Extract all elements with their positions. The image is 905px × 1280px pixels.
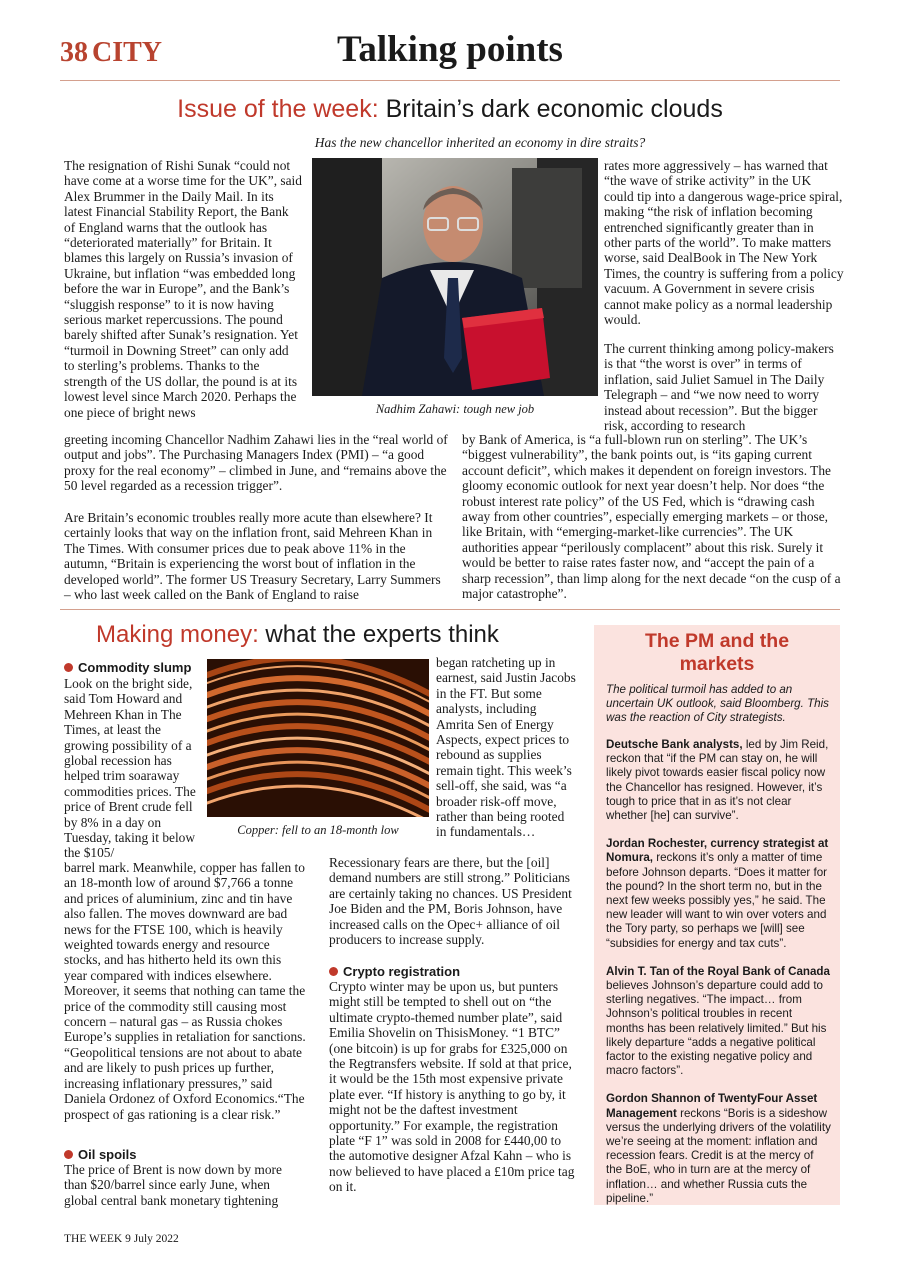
zahawi-photo-caption: Nadhim Zahawi: tough new job [375, 402, 535, 416]
bullet-dot [64, 1150, 73, 1159]
footer-publication: THE WEEK [64, 1233, 123, 1245]
zahawi-photo-illustration [312, 158, 598, 396]
money-headline [96, 620, 499, 650]
copper-photo-caption: Copper: fell to an 18-month low [237, 823, 399, 837]
pm-box-item: Deutsche Bank analysts, led by Jim Reid, reckon that “if the PM can stay on, he will likely pivot towards easier fiscal policy now the Chancellor has resigned. However, it’s tough to price that in as it’s not clear whether [he] can survive”. [606, 738, 829, 823]
oil-text: The price of Brent is now down by more than $20/barrel since early June, when global central bank monetary tightening [64, 1162, 282, 1208]
page-section-label [60, 36, 162, 70]
commodity-text-b: barrel mark. Meanwhile, copper has fallen to an 18-month low of around $7,766 a tonne and prices of aluminium, zinc and tin have also fallen. The moves downward are bad news for the FTSE 100, which is heavily weighted towards energy and resource stocks, and has hitherto held its own this year compared with indices elsewhere. Moreover, it seems that nothing can tame the price of the commodity still causing most concern – natural gas – as Russia chokes Europe’s supplies in retaliation for sanctions. “Geopolitical tensions are not about to abate and are likely to push prices up further, increasing inflationary pressures,” said Daniela Ordonez of Oxford Economics.“The prospect of gas rationing is a clear risk.” [64, 860, 306, 1122]
issue-text-col1-cont: greeting incoming Chancellor Nadhim Zahawi lies in the “real world of output and jobs”. The Purchasing Managers Index (PMI) – “a good proxy for the real economy” – climbed in June, and “remains above the 50 level regarded as a recession trigger”. [64, 432, 448, 494]
mid-rule [60, 609, 840, 610]
issue-kicker: Issue of the week: [177, 95, 379, 123]
footer [64, 1232, 179, 1246]
copper-wire-illustration [207, 659, 429, 817]
copper-photo [207, 659, 429, 817]
crypto-heading: Crypto registration [329, 964, 460, 979]
issue-text-col3-p2: The current thinking among policy-makers is that “the worst is over” in terms of inflation, said Juliet Samuel in The Daily Telegraph – and “we now need to worry instead about recession”. But the bigger risk, according to research [604, 341, 834, 434]
pm-box-title: The PM and the markets [644, 630, 790, 675]
pm-box-intro: The political turmoil has added to an uncertain UK outlook, said Bloomberg. This was the reaction of City strategists. [606, 683, 829, 725]
issue-text-col1: The resignation of Rishi Sunak “could not have come at a worse time for the UK”, said Alex Brummer in the Daily Mail. In its latest Financial Stability Report, the Bank of England warns that the outlook has “deteriorated materially” for Britain. It blames this largely on Russia’s invasion of Ukraine, but inflation “was embedded long before the war in Europe”, and the Bank’s “sluggish response” to it is now having serious market repercussions. The pound barely shifted after Sunak’s resignation. Yet “turmoil in Downing Street” can only add to sterling’s problems. Thanks to the strength of the US dollar, the pound is at its lowest level since March 2020. Perhaps the one piece of bright news [64, 158, 302, 420]
pm-box-item: Alvin T. Tan of the Royal Bank of Canada believes Johnson’s departure could add to sterling negatives. “The impact… from Johnson’s political troubles in recent months has been relatively limited.” But his likely departure “adds a negative political factor to the existing negative policy and macro factors”. [606, 964, 830, 1078]
issue-text-col1-p2: Are Britain’s economic troubles really more acute than elsewhere? It certainly looks that way on the inflation front, said Mehreen Khan in The Times. With consumer prices due to peak above 11% in the autumn, “Britain is experiencing the worst bout of inflation in the developed world”. The former US Treasury Secretary, Larry Summers – who last week called on the Bank of England to raise [64, 510, 441, 603]
crypto-text: Crypto winter may be upon us, but punters might still be tempted to shell out on “the ultimate crypto-themed number plate”, said Emilia Shovelin on ThisisMoney. “1 BTC” (one bitcoin) is up for grabs for £325,000 on the Regtransfers website. If sold at that price, it would be the 15th most expensive private plate ever. “If history is anything to go by, it might not be the daftest investment opportunity.” For example, the registration plate “F 1” was sold in 2008 for £440,00 to the automotive designer Afzal Kahn – who is now believed to have placed a £10m price tag on it. [329, 979, 575, 1195]
oil-text-cont-b: Recessionary fears are there, but the [oil] demand numbers are still strong.” Politicians are certainly taking no chances. US President Joe Biden and the PM, Boris Johnson, have increased calls on the Opec+ alliance of oil producers to increase supply. [329, 855, 572, 948]
page-title: Talking points [337, 29, 563, 70]
commodity-text-a: Look on the bright side, said Tom Howard and Mehreen Khan in The Times, at least the growing possibility of a global recession has helped trim soaraway commodities prices. The price of Brent crude fell by 8% in a day on Tuesday, taking it below the $105/ [64, 676, 196, 861]
issue-text-col3-p1: rates more aggressively – has warned that “the wave of strike activity” in the UK could tip into a dangerous wage-price spiral, making “the risk of inflation becoming entrenched significantly greater than in other parts of the world”. To make matters worse, said DealBook in The New York Times, the country is suffering from a policy vacuum. A Government in severe crisis cannot make policy as a normal leadership would. [604, 158, 844, 328]
money-kicker: Making money: [96, 621, 259, 648]
bullet-dot [64, 663, 73, 672]
issue-title: Britain’s dark economic clouds [385, 95, 723, 123]
issue-standfirst: Has the new chancellor inherited an economy in dire straits? [314, 135, 646, 150]
oil-text-cont-a: began ratcheting up in earnest, said Justin Jacobs in the FT. But some analysts, including Amrita Sen of Energy Aspects, expect prices to rebound as supplies remain tight. This week’s sell-off, she said, was “a broader risk-off move, rather than being rooted in fundamentals… [436, 655, 576, 840]
pm-box-item: Jordan Rochester, currency strategist at Nomura, reckons it’s only a matter of time before Johnson departs. “Does it matter for the pound? In the short term no, but in the next few weeks possibly yes,” he said. The new leader will want to win over voters and the Tory party, so perhaps we [will] see “subsidies for energy and tax cuts”. [606, 837, 829, 950]
page-number: 38 [60, 37, 88, 68]
footer-date: 9 July 2022 [125, 1233, 179, 1245]
zahawi-photo [312, 158, 598, 396]
money-title: what the experts think [265, 621, 499, 648]
issue-headline [60, 94, 840, 124]
section-name: CITY [92, 37, 163, 68]
issue-text-col3-cont: by Bank of America, is “a full-blown run on sterling”. The UK’s “biggest vulnerability”, the bank points out, is “its gaping current account deficit”, which makes it dependent on foreign investors. The gloomy economic outlook for next year doesn’t help. Nor does “the robust interest rate policy” of the US Fed, which is “drawing cash away from other countries”, especially emerging markets – or those, like Britain, with “emerging-market-like currencies”. The UK authorities appear “perilously complacent” about this risk. Surely it would be better to raise rates faster now, and “accept the pain of a sharp recession”, than limp along for the next decade “on the cusp of a major catastrophe”. [462, 432, 841, 602]
pm-markets-box [594, 625, 840, 1205]
bullet-dot [329, 967, 338, 976]
header-rule [60, 80, 840, 81]
commodity-heading: Commodity slump [64, 660, 191, 675]
pm-box-items [606, 738, 831, 1220]
oil-heading: Oil spoils [64, 1147, 137, 1162]
pm-box-item: Gordon Shannon of TwentyFour Asset Management reckons “Boris is a sideshow versus the underlying drivers of the volatility we’re seeing at the moment: inflation and recession fears. Credit is at the mercy of the BoE, who in turn are at the mercy of inflation… and whether Russia cuts the pipeline.” [606, 1092, 831, 1205]
